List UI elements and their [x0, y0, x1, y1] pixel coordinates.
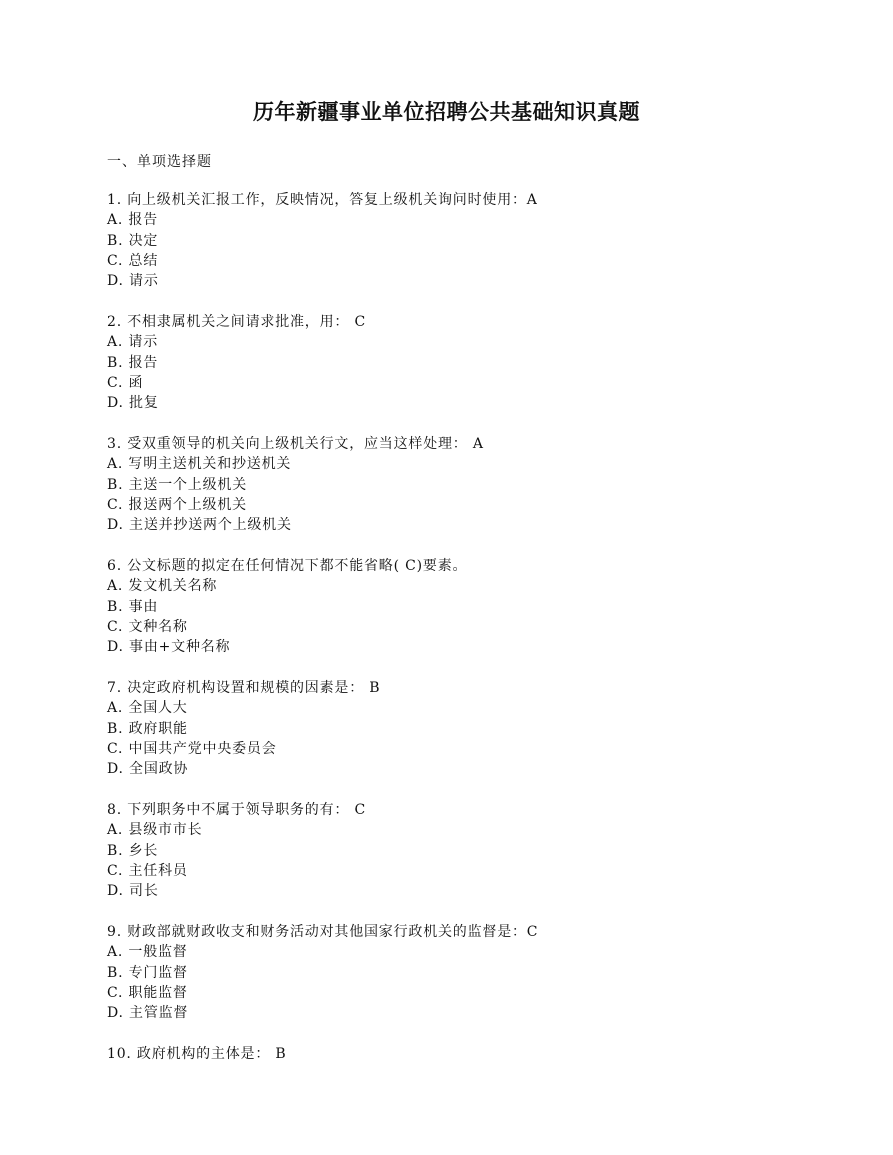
question-stem: 6. 公文标题的拟定在任何情况下都不能省略( C)要素。 [107, 557, 468, 574]
option-d: D. 请示 [107, 273, 159, 290]
question-stem: 7. 决定政府机构设置和规模的因素是： B [107, 679, 381, 696]
option-a: A. 一般监督 [107, 944, 188, 961]
option-a: A. 写明主送机关和抄送机关 [107, 456, 292, 473]
question-item [107, 434, 807, 535]
option-b: B. 报告 [107, 354, 159, 371]
option-a: A. 县级市市长 [107, 822, 203, 839]
question-item [107, 312, 807, 413]
option-c: C. 文种名称 [107, 618, 188, 635]
option-d: D. 主送并抄送两个上级机关 [107, 517, 292, 534]
option-c: C. 中国共产党中央委员会 [107, 740, 277, 757]
question-stem: 1. 向上级机关汇报工作，反映情况，答复上级机关询问时使用：A [107, 192, 538, 208]
option-c: C. 函 [107, 374, 144, 391]
option-b: B. 主送一个上级机关 [107, 476, 247, 493]
option-b: B. 乡长 [107, 842, 159, 859]
question-list [107, 190, 807, 1085]
question-item [107, 922, 807, 1023]
option-a: A. 请示 [107, 334, 159, 351]
option-b: B. 专门监督 [107, 964, 188, 981]
option-b: B. 决定 [107, 232, 159, 249]
question-stem: 9. 财政部就财政收支和财务活动对其他国家行政机关的监督是：C [107, 923, 539, 940]
question-item [107, 678, 807, 779]
option-b: B. 事由 [107, 598, 159, 615]
option-b: B. 政府职能 [107, 720, 188, 737]
option-a: A. 发文机关名称 [107, 578, 218, 595]
option-a: A. 全国人大 [107, 700, 188, 717]
option-c: C. 主任科员 [107, 862, 188, 879]
option-d: D. 事由+文种名称 [107, 639, 231, 656]
question-item [107, 190, 807, 291]
option-d: D. 主管监督 [107, 1005, 189, 1022]
question-item [107, 1044, 807, 1064]
option-a: A. 报告 [107, 212, 159, 229]
option-d: D. 全国政协 [107, 761, 189, 778]
question-item [107, 556, 807, 657]
question-stem: 2. 不相隶属机关之间请求批准，用： C [107, 313, 366, 330]
document-title: 历年新疆事业单位招聘公共基础知识真题 [253, 99, 640, 124]
question-item [107, 800, 807, 901]
option-c: C. 总结 [107, 252, 159, 269]
section-heading: 一、单项选择题 [107, 154, 212, 170]
question-stem: 10. 政府机构的主体是： B [107, 1045, 287, 1062]
option-d: D. 司长 [107, 883, 159, 900]
question-stem: 8. 下列职务中不属于领导职务的有： C [107, 801, 366, 818]
option-c: C. 职能监督 [107, 984, 188, 1001]
question-stem: 3. 受双重领导的机关向上级机关行文，应当这样处理： A [107, 435, 484, 452]
option-c: C. 报送两个上级机关 [107, 496, 247, 513]
option-d: D. 批复 [107, 395, 159, 412]
